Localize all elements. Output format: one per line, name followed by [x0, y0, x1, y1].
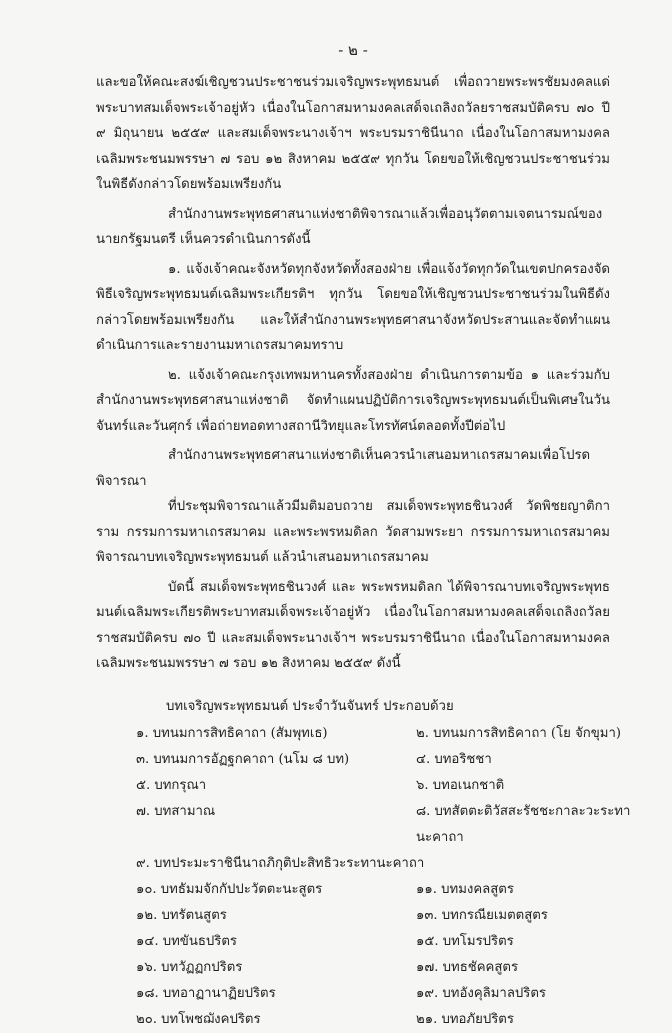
- chant-item: ๒๐. บทโพชฌังคปริตร: [136, 1011, 261, 1027]
- chant-list-title: บทเจริญพระพุทธมนต์ ประจำวันจันทร์ ประกอบด้วย: [166, 698, 454, 714]
- chant-item: ๑. บทนมการสิทธิคาถา (สัมพุทเธ): [136, 725, 328, 741]
- page-number: - ๒ -: [338, 41, 368, 59]
- paragraph-item-2: ๒. แจ้งเจ้าคณะกรุงเทพมหานครทั้งสองฝ่าย ดำเนินการตามข้อ ๑ และร่วมกับสำนักงานพระพุทธศาสนาแห่งชาติ จัดทำแผนปฏิบัติการเจริญพระพุทธมนต์เป็นพิเศษในวันจันทร์และวันศุกร์ เพื่อถ่ายทอดทางสถานีวิทยุและโทรทัศน์ตลอดทั้งปีต่อไป: [96, 367, 610, 434]
- chant-item: ๑๕. บทโมรปริตร: [416, 933, 514, 949]
- chant-item: ๑๓. บทกรณียเมตตสูตร: [416, 907, 548, 923]
- chant-item: ๙. บทประมะราชินีนาถภิกุติปะสิทธิวะระทานะคาถา: [136, 855, 425, 871]
- paragraph-proposal: สำนักงานพระพุทธศาสนาแห่งชาติเห็นควรนำเสนอมหาเถรสมาคมเพื่อโปรดพิจารณา: [96, 448, 591, 489]
- chant-item: ๗. บทสามาณ: [136, 803, 216, 819]
- chant-item: ๑๗. บทธชัคคสูตร: [416, 959, 519, 975]
- paragraph-conclusion: บัดนี้ สมเด็จพระพุทธชินวงศ์ และ พระพรหมดิลก ได้พิจารณาบทเจริญพระพุทธมนต์เฉลิมพระเกียรติพระบาทสมเด็จพระเจ้าอยู่หัว เนื่องในโอกาสมหามงคลเสด็จเถลิงถวัลยราชสมบัติครบ ๗๐ ปี และสมเด็จพระนางเจ้าฯ พระบรมราชินีนาถ เนื่องในโอกาสมหามงคลเฉลิมพระชนมพรรษา ๗ รอบ ๑๒ สิงหาคม ๒๕๕๙ ดังนี้: [96, 579, 610, 671]
- chant-item: ๔. บทอริชชา: [416, 751, 492, 767]
- chant-item: ๘. บทสัตตะติวัสสะรัชชะกาละวะระทานะคาถา: [416, 803, 631, 845]
- chant-item: ๑๙. บทอังคุลิมาลปริตร: [416, 985, 547, 1001]
- chant-item: ๒. บทนมการสิทธิคาถา (โย จักขุมา): [416, 725, 622, 741]
- chant-item: ๑๑. บทมงคลสูตร: [416, 881, 514, 897]
- chant-item: ๑๘. บทอาฏานาฏิยปริตร: [136, 985, 276, 1001]
- chant-item: ๑๖. บทวัฏฏกปริตร: [136, 959, 243, 975]
- chant-item: ๑๐. บทธัมมจักกัปปะวัตตะนะสูตร: [136, 881, 323, 897]
- paragraph-1: และขอให้คณะสงฆ์เชิญชวนประชาชนร่วมเจริญพระพุทธมนต์ เพื่อถวายพระพรชัยมงคลแด่พระบาทสมเด็จพระเจ้าอยู่หัว เนื่องในโอกาสมหามงคลเสด็จเถลิงถวัลยราชสมบัติครบ ๗๐ ปี ๙ มิถุนายน ๒๕๕๙ และสมเด็จพระนางเจ้าฯ พระบรมราชินีนาถ เนื่องในโอกาสมหามงคลเฉลิมพระชนมพรรษา ๗ รอบ ๑๒ สิงหาคม ๒๕๕๙ ทุกวัน โดยขอให้เชิญชวนประชาชนร่วมในพิธีดังกล่าวโดยพร้อมเพรียงกัน: [96, 75, 610, 192]
- chant-item: ๓. บทนมการอัฏฐกคาถา (นโม ๘ บท): [136, 751, 350, 767]
- chant-item: ๒๑. บทอภัยปริตร: [416, 1011, 514, 1027]
- paragraph-2: สำนักงานพระพุทธศาสนาแห่งชาติพิจารณาแล้วเพื่ออนุวัตตามเจตนารมณ์ของนายกรัฐมนตรี เห็นควรดำเนินการดังนี้: [96, 206, 603, 247]
- chant-item: ๕. บทกรุณา: [136, 777, 207, 793]
- chant-item: ๖. บทอเนกชาติ: [416, 777, 505, 793]
- paragraph-item-1: ๑. แจ้งเจ้าคณะจังหวัดทุกจังหวัดทั้งสองฝ่าย เพื่อแจ้งวัดทุกวัดในเขตปกครองจัดพิธีเจริญพระพุทธมนต์เฉลิมพระเกียรติฯ ทุกวัน โดยขอให้เชิญชวนประชาชนร่วมในพิธีดังกล่าวโดยพร้อมเพรียงกัน และให้สำนักงานพระพุทธศาสนาจังหวัดประสานและจัดทำแผนดำเนินการและรายงานมหาเถรสมาคมทราบ: [96, 261, 610, 353]
- chant-list: [96, 721, 631, 1033]
- chant-item: ๑๔. บทขันธปริตร: [136, 933, 237, 949]
- paragraph-resolution: ที่ประชุมพิจารณาแล้วมีมติมอบถวาย สมเด็จพระพุทธชินวงศ์ วัดพิชยญาติการาม กรรมการมหาเถรสมาคม และพระพรหมดิลก วัดสามพระยา กรรมการมหาเถรสมาคม พิจารณาบทเจริญพระพุทธมนต์ แล้วนำเสนอมหาเถรสมาคม: [96, 499, 610, 565]
- chant-item: ๑๒. บทรัตนสูตร: [136, 907, 227, 923]
